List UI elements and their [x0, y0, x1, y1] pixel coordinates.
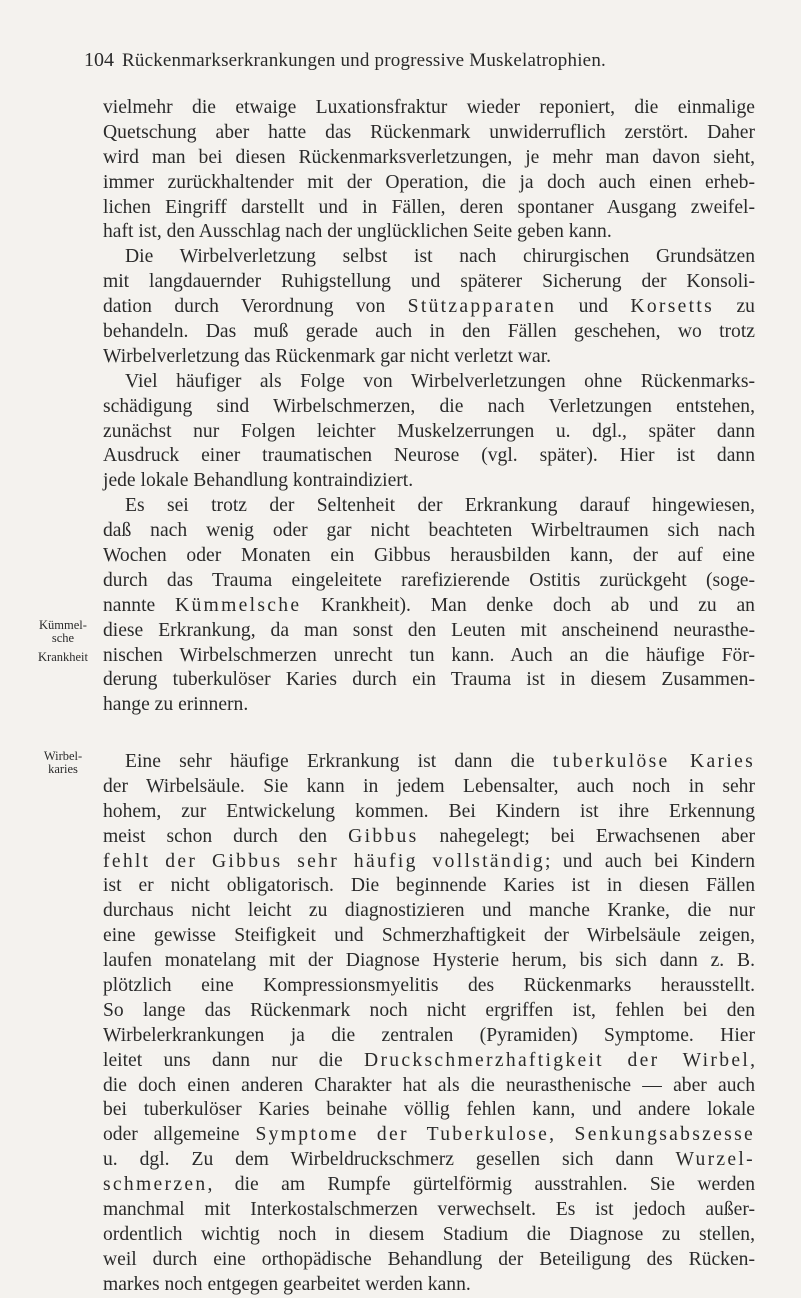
paragraph-block-1: [103, 96, 755, 718]
text-line: [103, 750, 755, 775]
text-line: daß nach wenig oder gar nicht beachteten Wirbeltraumen sich nach: [103, 520, 755, 542]
emphasis-gibbus: Gibbus: [348, 825, 419, 847]
text-line: lichen Eingriff darstellt und in Fällen, deren spontaner Ausgang zweifel-: [103, 196, 755, 218]
text-line: Ausdruck einer traumatischen Neurose (vgl. später). Hier ist dann: [103, 445, 755, 467]
text-line: [103, 594, 755, 619]
margin-note-kuemmel: [25, 619, 101, 664]
text-line: [103, 1173, 755, 1198]
text-line: So lange das Rückenmark noch nicht ergriffen ist, fehlen bei den: [103, 999, 755, 1021]
text-line: plötzlich eine Kompressionsmyelitis des Rückenmarks herausstellt.: [103, 975, 755, 997]
text-line: hange zu erinnern.: [103, 694, 249, 716]
text-line: [103, 295, 755, 320]
text-line: durchaus nicht leicht zu diagnostizieren und manche Kranke, die nur: [103, 900, 755, 922]
text-line: die doch einen anderen Charakter hat als die neurasthenische — aber auch: [103, 1074, 755, 1096]
text-run: Eine sehr häufige Erkrankung ist dann die: [125, 751, 553, 772]
text-line: durch das Trauma eingeleitete rarefizierende Ostitis zurückgeht (soge-: [103, 569, 755, 591]
margin-note-line: karies: [48, 762, 78, 776]
text-line: nischen Wirbelschmerzen unrecht tun kann. Auch an die häufige För-: [103, 644, 755, 666]
margin-note-line: sche: [51, 631, 75, 645]
text-line: behandeln. Das muß gerade auch in den Fällen geschehen, wo trotz: [103, 321, 755, 343]
text-run: nahegelegt; bei Erwachsenen aber: [418, 825, 755, 847]
text-line: jede lokale Behandlung kontraindiziert.: [103, 470, 414, 492]
page-number: 104: [84, 49, 114, 71]
text-line: mit langdauernder Ruhigstellung und späterer Sicherung der Konsoli-: [103, 271, 755, 293]
emphasis-druckschmerzhaftigkeit: Druckschmerzhaftigkeit der Wirbel: [364, 1049, 751, 1071]
text-line: hohem, zur Entwickelung kommen. Bei Kindern ist ihre Erkennung: [103, 800, 755, 822]
emphasis-tuberkuloese-karies: tuberkulöse Karies: [552, 751, 755, 772]
text-line: weil durch eine orthopädische Behandlung der Beteiligung des Rücken-: [103, 1248, 755, 1270]
text-line: ordentlich wichtig noch in diesem Stadium die Diagnose zu stellen,: [103, 1223, 755, 1245]
text-line: Die Wirbelverletzung selbst ist nach chirurgischen Grundsätzen: [125, 246, 755, 268]
text-run: meist schon durch den: [103, 825, 349, 847]
text-line: haft ist, den Ausschlag nach der unglücklichen Seite geben kann.: [103, 221, 612, 243]
text-line: ist er nicht obligatorisch. Die beginnende Karies ist in diesen Fällen: [103, 875, 755, 897]
page-header: [84, 49, 741, 79]
text-line: vielmehr die etwaige Luxationsfraktur wieder reponiert, die einmalige: [103, 97, 755, 118]
paragraph-block-2: [103, 750, 755, 1298]
text-line: laufen monatelang mit der Diagnose Hysterie herum, bis sich dann z. B.: [103, 950, 755, 972]
text-run: Krankheit). Man denke doch ab und zu an: [301, 594, 755, 616]
margin-note-wirbelkaries: [25, 750, 101, 776]
text-run: dation durch Verordnung von: [103, 296, 408, 318]
text-line: eine gewisse Steifigkeit und Schmerzhaftigkeit der Wirbelsäule zeigen,: [103, 925, 755, 947]
text-line: [103, 825, 755, 850]
text-run: oder allgemeine: [103, 1124, 256, 1146]
margin-note-line: Krankheit: [38, 650, 88, 664]
text-line: wird man bei diesen Rückenmarksverletzungen, je mehr man davon sieht,: [103, 146, 755, 168]
text-line: der Wirbelsäule. Sie kann in jedem Lebensalter, auch noch in sehr: [103, 775, 755, 797]
text-line: Es sei trotz der Seltenheit der Erkrankung darauf hingewiesen,: [125, 495, 755, 517]
text-run: leitet uns dann nur die: [103, 1049, 364, 1071]
text-line: Wirbelverletzung das Rückenmark gar nicht verletzt war.: [103, 345, 552, 367]
text-run: ,: [750, 1049, 755, 1071]
text-line: [103, 1123, 755, 1148]
emphasis-wurzel: Wurzel-: [675, 1149, 755, 1171]
text-run: , die am Rumpfe gürtelförmig ausstrahlen. Sie werden: [207, 1174, 755, 1196]
emphasis-gibbus-fehlt: fehlt der Gibbus sehr häufig vollständig: [103, 850, 545, 872]
text-run: ; und auch bei Kindern: [544, 850, 755, 872]
text-line: [103, 1148, 755, 1173]
margin-note-line: Wirbel-: [43, 749, 83, 763]
text-run: zu: [714, 296, 755, 318]
emphasis-symptome-tuberkulose: Symptome der Tuberkulose, Senkungsabszesse: [255, 1124, 755, 1146]
text-run: nannte: [103, 594, 175, 616]
text-line: Quetschung aber hatte das Rückenmark unwiderruflich zerstört. Daher: [103, 121, 755, 143]
text-line: Viel häufiger als Folge von Wirbelverletzungen ohne Rückenmarks-: [125, 370, 755, 392]
text-line: [103, 1049, 755, 1074]
text-line: manchmal mit Interkostalschmerzen verwechselt. Es ist jedoch außer-: [103, 1199, 755, 1221]
text-line: bei tuberkulöser Karies beinahe völlig fehlen kann, und andere lokale: [103, 1099, 755, 1121]
emphasis-stuetzapparaten: Stützapparaten: [407, 296, 557, 318]
text-line: derung tuberkulöser Karies durch ein Trauma ist in diesem Zusammen-: [103, 669, 755, 691]
text-run: u. dgl. Zu dem Wirbeldruckschmerz gesellen sich dann: [103, 1149, 676, 1171]
running-title: Rückenmarkserkrankungen und progressive Muskelatrophien.: [122, 50, 606, 71]
text-line: zunächst nur Folgen leichter Muskelzerrungen u. dgl., später dann: [103, 420, 755, 442]
text-line: diese Erkrankung, da man sonst den Leuten mit anscheinend neurasthe-: [103, 619, 755, 641]
text-line: schädigung sind Wirbelschmerzen, die nach Verletzungen entstehen,: [103, 395, 755, 417]
text-line: immer zurückhaltender mit der Operation, die ja doch auch einen erheb-: [103, 171, 755, 193]
text-line: Wirbelerkrankungen ja die zentralen (Pyramiden) Symptome. Hier: [103, 1024, 755, 1046]
emphasis-korsetts: Korsetts: [630, 296, 715, 318]
text-line: [103, 850, 755, 875]
emphasis-schmerzen: schmerzen: [103, 1174, 208, 1196]
margin-note-line: Kümmel-: [39, 618, 87, 632]
text-line: markes noch entgegen gearbeitet werden kann.: [103, 1273, 471, 1295]
text-run: und: [556, 296, 631, 318]
text-line: Wochen oder Monaten ein Gibbus herausbilden kann, der auf eine: [103, 545, 755, 567]
emphasis-kuemmelsche: Kümmelsche: [175, 594, 302, 616]
